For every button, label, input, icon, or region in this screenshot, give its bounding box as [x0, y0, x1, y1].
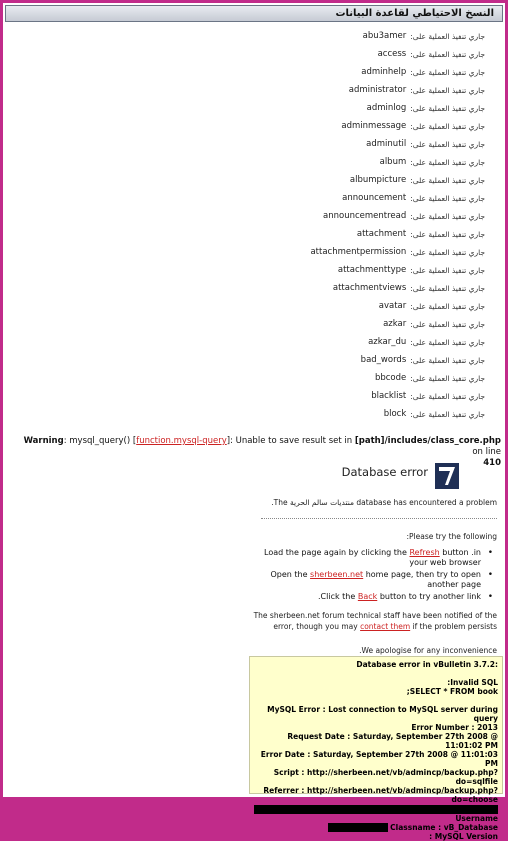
- list-item: [25, 207, 485, 225]
- progress-label: جاري تنفيذ العملية على:: [410, 337, 485, 347]
- warning-line-number: 410: [483, 458, 501, 468]
- list-item: [25, 63, 485, 81]
- divider: [261, 518, 497, 519]
- progress-label: جاري تنفيذ العملية على:: [410, 139, 485, 149]
- error-line: [254, 696, 498, 705]
- progress-label: جاري تنفيذ العملية على:: [410, 31, 485, 41]
- error-details-box: [249, 656, 503, 841]
- list-item: • Open the sherbeen.net home page, then try to open another page: [270, 570, 493, 589]
- try-following-text: :Please try the following: [406, 532, 497, 541]
- error-line: [254, 669, 498, 678]
- list-item: [25, 27, 485, 45]
- table-name: administrator: [348, 85, 407, 95]
- table-name: bad_words: [360, 355, 407, 365]
- error-line: Error Date : Saturday, September 27th 2008 @ 11:01:03 PM: [260, 750, 498, 768]
- progress-label: جاري تنفيذ العملية على:: [410, 85, 485, 95]
- progress-label: جاري تنفيذ العملية على:: [410, 49, 485, 59]
- table-name: avatar: [378, 301, 407, 311]
- refresh-link[interactable]: Refresh: [409, 548, 440, 557]
- list-item: [25, 333, 485, 351]
- table-name: adminhelp: [361, 67, 407, 77]
- table-name: announcementread: [323, 211, 407, 221]
- database-error-title: Database error: [341, 465, 428, 479]
- contact-link[interactable]: contact them: [360, 622, 411, 631]
- list-item: [25, 369, 485, 387]
- redacted-ip: [254, 804, 498, 814]
- error-line: :Invalid SQL: [447, 678, 498, 687]
- vbulletin-logo-icon: [435, 463, 459, 489]
- progress-label: جاري تنفيذ العملية على:: [410, 391, 485, 401]
- error-line: Classname : vB_Database: [254, 823, 498, 833]
- table-name: announcement: [342, 193, 407, 203]
- progress-label: جاري تنفيذ العملية على:: [410, 265, 485, 275]
- bullet-icon: •: [487, 592, 493, 602]
- table-name: adminmessage: [341, 121, 407, 131]
- list-item: [25, 315, 485, 333]
- list-item: [25, 117, 485, 135]
- error-line: Database error in vBulletin 3.7.2:: [356, 660, 498, 669]
- list-item: • .Click the Back button to try another link: [318, 592, 493, 602]
- table-name: abu3amer: [362, 31, 407, 41]
- warning-path: [path]/includes/class_core.php: [354, 436, 501, 446]
- php-warning: [15, 436, 501, 469]
- progress-label: جاري تنفيذ العملية على:: [410, 373, 485, 383]
- error-line: Request Date : Saturday, September 27th 2008 @ 11:01:02 PM: [287, 732, 498, 750]
- progress-label: جاري تنفيذ العملية على:: [410, 193, 485, 203]
- list-item: [25, 99, 485, 117]
- table-name: attachmentpermission: [310, 247, 407, 257]
- progress-label: جاري تنفيذ العملية على:: [410, 319, 485, 329]
- list-item: [25, 405, 485, 423]
- progress-label: جاري تنفيذ العملية على:: [410, 211, 485, 221]
- warning-text: on line: [472, 447, 501, 457]
- table-name: adminutil: [366, 139, 407, 149]
- error-line: MySQL Error : Lost connection to MySQL server during query: [267, 705, 498, 723]
- list-item: [25, 387, 485, 405]
- progress-label: جاري تنفيذ العملية على:: [410, 247, 485, 257]
- progress-label: جاري تنفيذ العملية على:: [410, 103, 485, 113]
- progress-label: جاري تنفيذ العملية على:: [410, 229, 485, 239]
- staff-notice: The sherbeen.net forum technical staff have been notified of the error, though you may contact them if the problem persists: [253, 611, 497, 631]
- progress-label: جاري تنفيذ العملية على:: [410, 175, 485, 185]
- function-link[interactable]: function.mysql-query: [136, 436, 227, 446]
- error-line: ;SELECT * FROM book: [406, 687, 498, 696]
- homepage-link[interactable]: sherbeen.net: [310, 570, 364, 579]
- table-name: azkar: [383, 319, 407, 329]
- list-item: [25, 171, 485, 189]
- table-name: album: [379, 157, 407, 167]
- error-line: Error Number : 2013: [411, 723, 498, 732]
- list-item: [25, 243, 485, 261]
- progress-label: جاري تنفيذ العملية على:: [410, 121, 485, 131]
- suggestion-list: [253, 548, 493, 604]
- table-name: access: [377, 49, 407, 59]
- table-name: bbcode: [374, 373, 407, 383]
- list-item: • Load the page again by clicking the Refresh button .in your web browser: [264, 548, 493, 567]
- error-line: : MySQL Version: [429, 832, 498, 841]
- progress-label: جاري تنفيذ العملية على:: [410, 157, 485, 167]
- list-item: [25, 81, 485, 99]
- table-name: albumpicture: [349, 175, 407, 185]
- progress-label: جاري تنفيذ العملية على:: [410, 301, 485, 311]
- list-item: [25, 261, 485, 279]
- table-name: block: [383, 409, 407, 419]
- list-item: [25, 351, 485, 369]
- list-item: [25, 153, 485, 171]
- bullet-icon: •: [487, 548, 493, 558]
- error-line: Referrer : http://sherbeen.net/vb/admincp/backup.php?do=choose: [263, 786, 498, 804]
- apology-text: .We apologise for any inconvenience: [359, 646, 497, 655]
- table-name: blacklist: [371, 391, 407, 401]
- backup-table-list: [25, 27, 485, 423]
- encountered-text: .The منتديات سالم الحرية database has encountered a problem: [271, 498, 497, 507]
- list-item: [25, 189, 485, 207]
- progress-label: جاري تنفيذ العملية على:: [410, 67, 485, 77]
- warning-label: Warning: [23, 436, 64, 446]
- back-link[interactable]: Back: [357, 592, 378, 601]
- warning-text: : mysql_query() [: [63, 436, 137, 446]
- error-line: Script : http://sherbeen.net/vb/admincp/backup.php?do=sqlfile: [273, 768, 498, 786]
- warning-text: ]: Unable to save result set in: [226, 436, 353, 446]
- table-name: attachmentviews: [332, 283, 407, 293]
- error-line: Username: [455, 813, 498, 823]
- progress-label: جاري تنفيذ العملية على:: [410, 283, 485, 293]
- list-item: [25, 45, 485, 63]
- bullet-icon: •: [487, 570, 493, 580]
- progress-label: جاري تنفيذ العملية على:: [410, 409, 485, 419]
- page-frame: [3, 3, 505, 841]
- list-item: [25, 279, 485, 297]
- table-name: attachmenttype: [337, 265, 407, 275]
- list-item: [25, 297, 485, 315]
- progress-label: جاري تنفيذ العملية على:: [410, 355, 485, 365]
- table-name: attachment: [356, 229, 407, 239]
- list-item: [25, 225, 485, 243]
- page-title: النسخ الاحتياطي لقاعدة البيانات: [5, 5, 503, 22]
- list-item: [25, 135, 485, 153]
- table-name: azkar_du: [368, 337, 407, 347]
- table-name: adminlog: [366, 103, 407, 113]
